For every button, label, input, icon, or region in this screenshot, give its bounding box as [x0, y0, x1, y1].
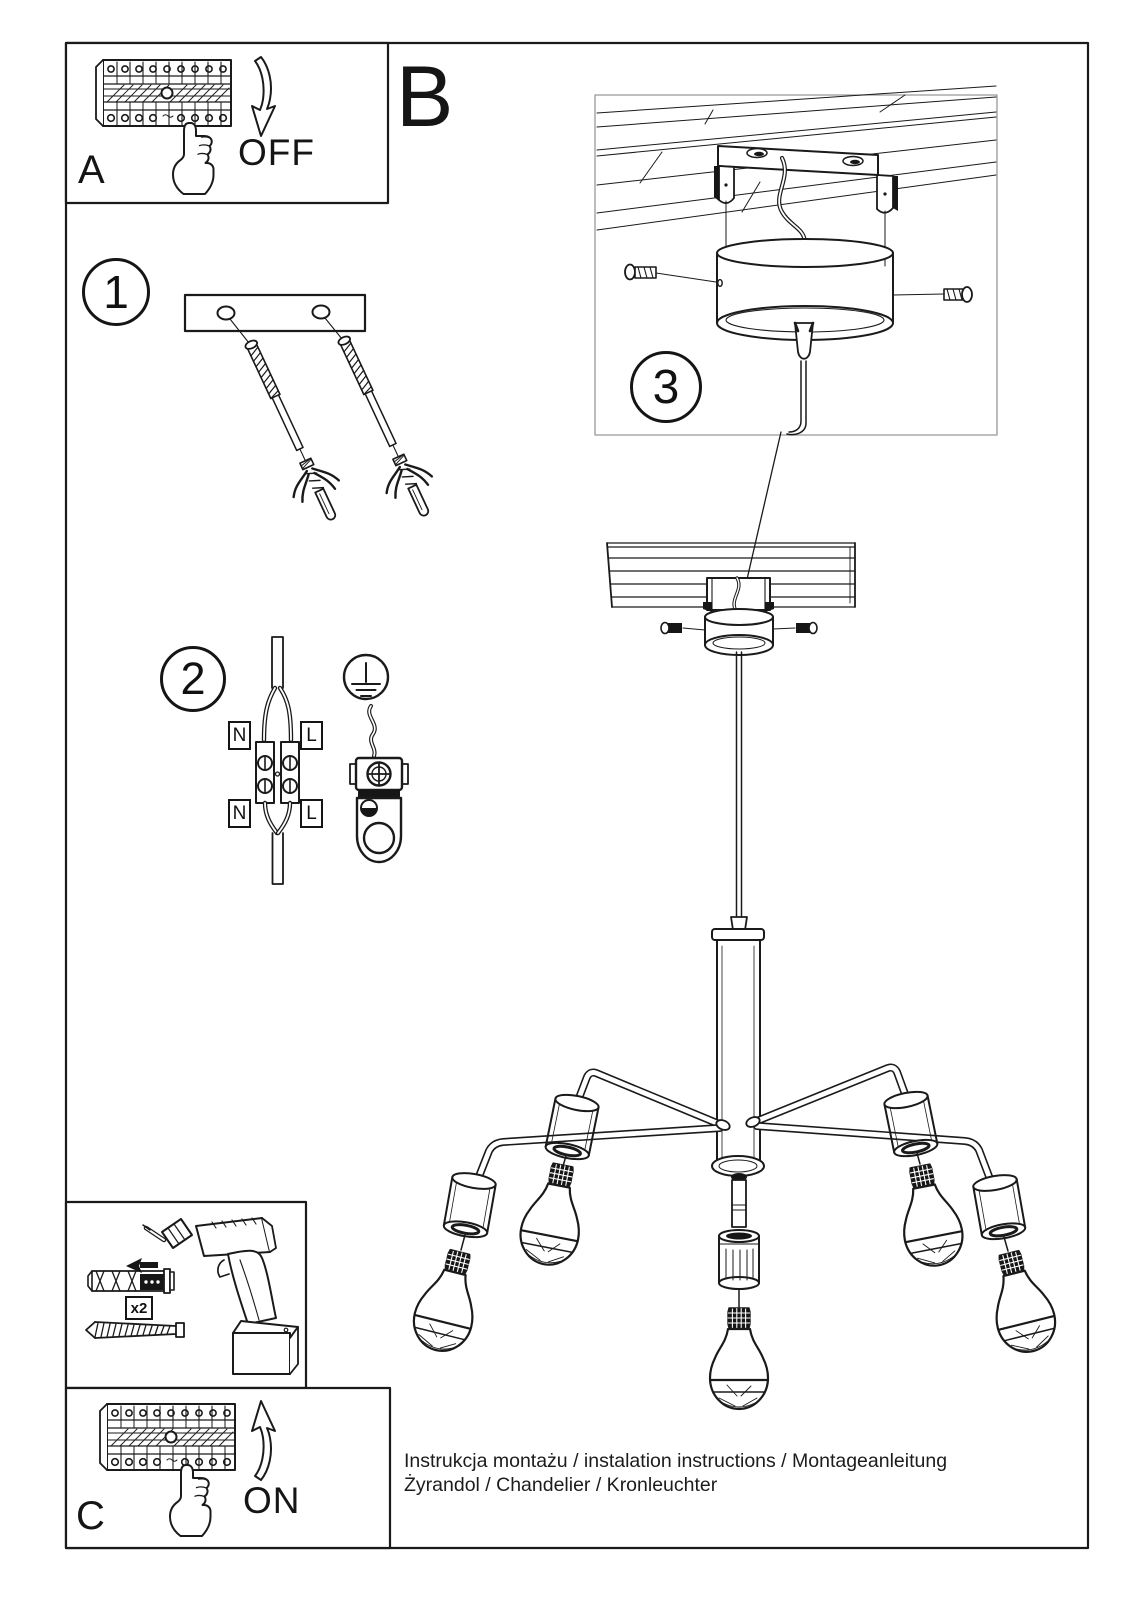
arm-lower-right-icon	[757, 1126, 990, 1179]
breaker-off-text: OFF	[238, 132, 315, 173]
footer-line-1: Instrukcja montażu / instalation instructions / Montageanleitung	[404, 1450, 948, 1472]
step-2-badge	[160, 646, 226, 712]
footer-line-2: Żyrandol / Chandelier / Kronleuchter	[404, 1473, 718, 1496]
terminal-label-n-top: N	[228, 721, 251, 750]
hardware-quantity-badge: x2	[125, 1296, 153, 1320]
bulb-outer-left-icon	[407, 1245, 488, 1357]
panel-a-label: A	[78, 148, 105, 192]
chandelier-bracket-icon	[703, 578, 774, 612]
step-1-badge	[82, 258, 150, 326]
terminal-label-l-bottom: L	[300, 799, 323, 828]
mounting-plate-icon	[185, 295, 365, 331]
bulb-center-icon	[710, 1308, 768, 1409]
panel-b-label: B	[396, 49, 454, 145]
arm-lower-left-icon	[478, 1128, 720, 1179]
step-3-badge	[630, 351, 702, 423]
socket-outer-right-icon	[972, 1172, 1026, 1242]
breaker-panel-icon	[96, 60, 231, 126]
screw-anchor-left-icon	[226, 319, 352, 530]
screw-anchor-right-icon	[319, 318, 445, 526]
earth-symbol-icon	[344, 655, 388, 699]
step-3-number: 3	[652, 360, 680, 414]
bulb-mid-left-icon	[515, 1159, 591, 1269]
arm-upper-left-icon	[579, 1073, 724, 1127]
terminal-label-l-top: L	[300, 721, 323, 750]
terminal-block-icon	[256, 637, 299, 884]
step-1-number: 1	[103, 266, 129, 318]
socket-mid-right-icon	[883, 1089, 939, 1160]
socket-center-icon	[719, 1230, 759, 1289]
terminal-label-n-bottom: N	[228, 799, 251, 828]
suspension-cord	[731, 652, 747, 930]
chandelier-canopy-icon	[661, 609, 817, 655]
breaker-on-text: ON	[243, 1480, 301, 1521]
panel-c-label: C	[76, 1494, 105, 1538]
socket-mid-left-icon	[544, 1092, 600, 1163]
earth-clamp-icon	[350, 706, 408, 862]
step-2-number: 2	[180, 653, 206, 704]
footer-text	[404, 1450, 947, 1497]
stem-bottom-cap	[712, 1156, 764, 1227]
breaker-panel-icon	[100, 1404, 235, 1470]
bulb-outer-right-icon	[981, 1246, 1062, 1358]
bulb-mid-right-icon	[892, 1160, 968, 1270]
arm-upper-right-icon	[752, 1068, 905, 1124]
socket-outer-left-icon	[443, 1170, 497, 1240]
